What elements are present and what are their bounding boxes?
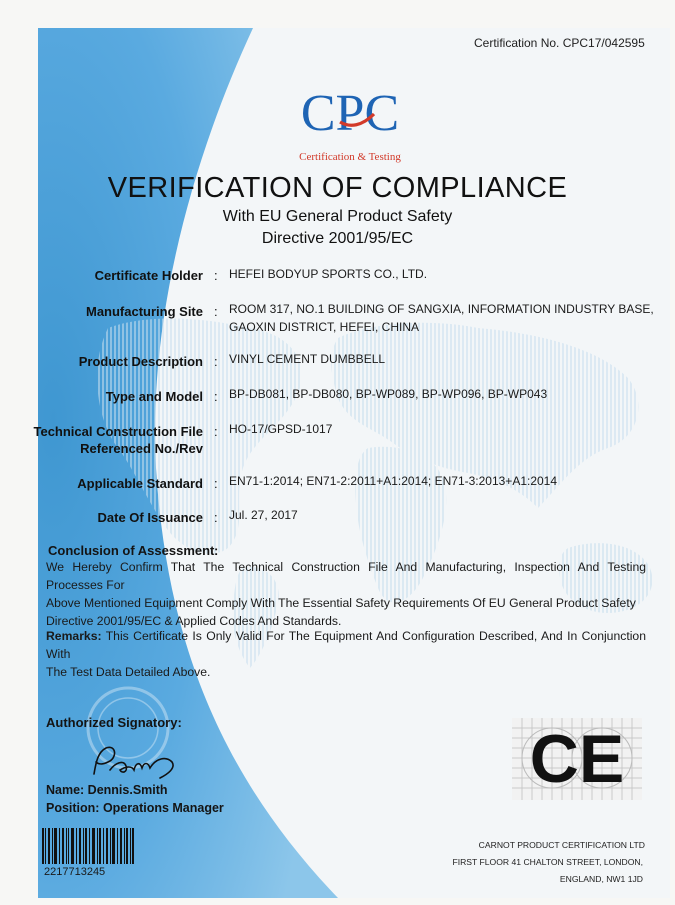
document-subtitle-1: With EU General Product Safety <box>222 208 453 225</box>
certificate-holder-label: Certificate Holder <box>94 268 203 283</box>
cpc-logo <box>288 78 412 170</box>
logo-tagline: Certification & Testing <box>299 151 401 163</box>
manufacturing-site-value-line2: GAOXIN DISTRICT, HEFEI, CHINA <box>229 320 420 334</box>
separator: : <box>214 304 218 319</box>
type-and-model-label: Type and Model <box>105 389 203 404</box>
date-of-issuance-label: Date Of Issuance <box>97 510 203 525</box>
type-and-model-value: BP-DB081, BP-DB080, BP-WP089, BP-WP096, BP-WP043 <box>229 387 548 401</box>
conclusion-text <box>46 558 646 630</box>
product-description-value: VINYL CEMENT DUMBBELL <box>229 352 386 366</box>
barcode-number: 2217713245 <box>44 866 106 878</box>
certificate-holder-value: HEFEI BODYUP SPORTS CO., LTD. <box>229 267 428 281</box>
signatory-heading: Authorized Signatory: <box>46 715 182 730</box>
conclusion-line2: Above Mentioned Equipment Comply With The Essential Safety Requirements Of EU General Product Safety <box>46 596 636 610</box>
separator: : <box>214 424 218 439</box>
ce-letters: CE <box>529 721 625 797</box>
product-description-label: Product Description <box>78 354 203 369</box>
ce-mark <box>512 718 642 800</box>
issuer-address-line2: ENGLAND, NW1 1JD <box>559 874 643 884</box>
separator: : <box>214 510 218 525</box>
technical-file-label-line1: Technical Construction File <box>33 424 203 439</box>
conclusion-line1: We Hereby Confirm That The Technical Construction File And Manufacturing, Inspection And Testing Processes For <box>46 560 646 592</box>
document-title: VERIFICATION OF COMPLIANCE <box>107 172 568 204</box>
date-of-issuance-value: Jul. 27, 2017 <box>229 508 298 522</box>
signatory-position: Position: Operations Manager <box>46 801 224 815</box>
separator: : <box>214 268 218 283</box>
manufacturing-site-label: Manufacturing Site <box>85 304 203 319</box>
technical-file-label-line2: Referenced No./Rev <box>80 441 203 456</box>
issuer-address-line1: FIRST FLOOR 41 CHALTON STREET, LONDON, <box>452 857 643 867</box>
conclusion-line3: Directive 2001/95/EC & Applied Codes And Standards. <box>46 614 342 628</box>
separator: : <box>214 354 218 369</box>
separator: : <box>214 476 218 491</box>
signature-image <box>86 740 186 784</box>
applicable-standard-label: Applicable Standard <box>77 476 203 491</box>
separator: : <box>214 389 218 404</box>
remarks-line2: The Test Data Detailed Above. <box>46 665 211 679</box>
logo-letters: CPC <box>300 85 400 142</box>
signatory-name: Name: Dennis.Smith <box>46 783 168 797</box>
technical-file-value: HO-17/GPSD-1017 <box>229 422 333 436</box>
remarks-line1: This Certificate Is Only Valid For The Equipment And Configuration Described, And In Conjunction With <box>46 629 646 661</box>
document-subtitle-2: Directive 2001/95/EC <box>261 230 414 247</box>
applicable-standard-value: EN71-1:2014; EN71-2:2011+A1:2014; EN71-3:2013+A1:2014 <box>229 474 558 488</box>
issuer-name: CARNOT PRODUCT CERTIFICATION LTD <box>478 840 645 850</box>
manufacturing-site-value-line1: ROOM 317, NO.1 BUILDING OF SANGXIA, INFORMATION INDUSTRY BASE, <box>229 302 654 316</box>
remarks-text <box>46 627 646 681</box>
remarks-label: Remarks: <box>46 629 102 643</box>
barcode-image <box>42 828 134 864</box>
separator: : <box>214 543 219 558</box>
certificate-number: Certification No. CPC17/042595 <box>474 36 645 50</box>
conclusion-label: Conclusion of Assessment <box>48 543 215 558</box>
